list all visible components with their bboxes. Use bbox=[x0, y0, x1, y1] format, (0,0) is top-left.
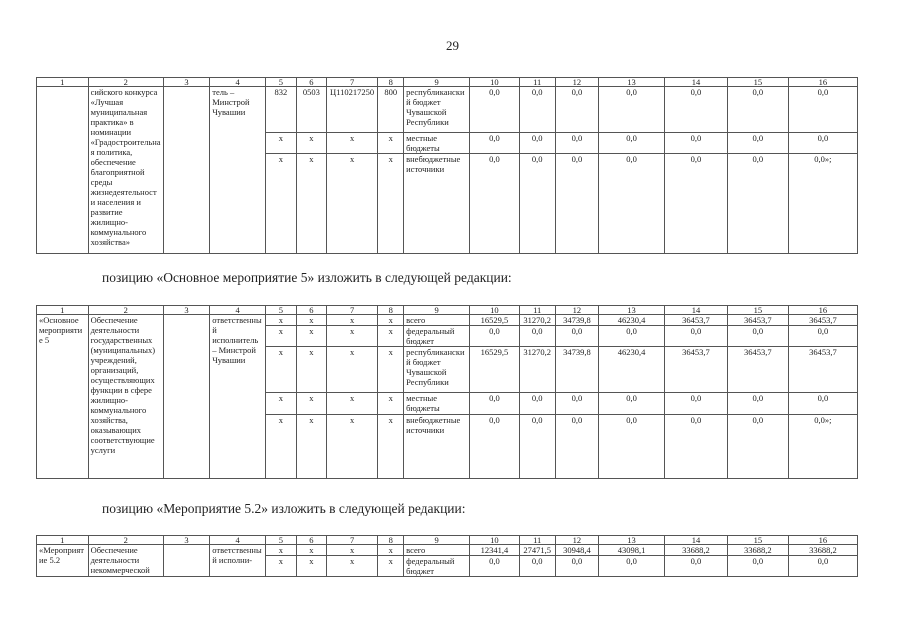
cell-value: 0,0 bbox=[665, 393, 728, 415]
cell-csr: x bbox=[326, 556, 378, 577]
header-cell: 11 bbox=[519, 306, 555, 315]
cell-value: 0,0 bbox=[555, 393, 598, 415]
header-cell: 9 bbox=[404, 306, 470, 315]
header-cell: 8 bbox=[378, 78, 404, 87]
cell-rzpr: x bbox=[296, 315, 326, 326]
header-cell: 13 bbox=[599, 536, 665, 545]
cell-value: 0,0 bbox=[727, 87, 788, 133]
cell-value: 27471,5 bbox=[519, 545, 555, 556]
cell-value: 0,0 bbox=[470, 393, 520, 415]
cell-csr: x bbox=[326, 133, 378, 154]
cell-value: 0,0 bbox=[788, 393, 857, 415]
cell-value: 33688,2 bbox=[727, 545, 788, 556]
header-cell: 12 bbox=[555, 536, 598, 545]
cell-value: 36453,7 bbox=[665, 347, 728, 393]
cell-value: 0,0 bbox=[599, 415, 665, 479]
header-cell: 1 bbox=[37, 536, 89, 545]
header-cell: 6 bbox=[296, 536, 326, 545]
cell-vr: x bbox=[378, 315, 404, 326]
cell-grbs: x bbox=[265, 326, 296, 347]
header-cell: 10 bbox=[470, 536, 520, 545]
cell-rzpr: x bbox=[296, 556, 326, 577]
header-cell: 3 bbox=[163, 536, 209, 545]
header-cell: 6 bbox=[296, 78, 326, 87]
amendment-caption: позицию «Основное мероприятие 5» изложить в следующей редакции: bbox=[102, 270, 512, 285]
cell-source: местные бюджеты bbox=[404, 133, 470, 154]
cell-value: 0,0 bbox=[470, 326, 520, 347]
header-cell: 10 bbox=[470, 306, 520, 315]
amendment-caption: позицию «Мероприятие 5.2» изложить в следующей редакции: bbox=[102, 501, 466, 516]
cell-value: 46230,4 bbox=[599, 315, 665, 326]
budget-table-main-activity-5 bbox=[36, 305, 858, 479]
header-row bbox=[37, 78, 858, 87]
cell-csr: x bbox=[326, 415, 378, 479]
cell-empty bbox=[163, 315, 209, 479]
cell-rzpr: x bbox=[296, 326, 326, 347]
cell-value: 0,0 bbox=[470, 87, 520, 133]
header-cell: 7 bbox=[326, 78, 378, 87]
cell-value: 0,0 bbox=[555, 154, 598, 254]
cell-value: 0,0 bbox=[519, 556, 555, 577]
header-row bbox=[37, 536, 858, 545]
cell-value: 36453,7 bbox=[788, 347, 857, 393]
cell-number bbox=[37, 87, 89, 254]
cell-grbs: x bbox=[265, 556, 296, 577]
cell-value: 0,0 bbox=[470, 556, 520, 577]
cell-vr: x bbox=[378, 326, 404, 347]
cell-source: республиканский бюджет Чувашской Республики bbox=[404, 347, 470, 393]
cell-value: 0,0 bbox=[788, 133, 857, 154]
cell-empty bbox=[163, 545, 209, 577]
cell-value: 0,0 bbox=[727, 326, 788, 347]
header-cell: 14 bbox=[665, 306, 728, 315]
cell-value: 0,0 bbox=[519, 415, 555, 479]
header-cell: 4 bbox=[210, 536, 266, 545]
cell-empty bbox=[163, 87, 209, 254]
cell-value: 46230,4 bbox=[599, 347, 665, 393]
cell-csr: x bbox=[326, 315, 378, 326]
cell-value: 0,0 bbox=[555, 326, 598, 347]
cell-value: 0,0 bbox=[727, 154, 788, 254]
cell-value: 12341,4 bbox=[470, 545, 520, 556]
cell-value: 0,0 bbox=[599, 556, 665, 577]
cell-vr: x bbox=[378, 556, 404, 577]
cell-value: 0,0 bbox=[727, 556, 788, 577]
table-row bbox=[37, 545, 858, 556]
header-cell: 1 bbox=[37, 78, 89, 87]
cell-value: 0,0 bbox=[519, 326, 555, 347]
cell-value: 0,0 bbox=[470, 415, 520, 479]
cell-grbs: x bbox=[265, 415, 296, 479]
header-cell: 16 bbox=[788, 536, 857, 545]
page-number: 29 bbox=[446, 38, 459, 53]
header-cell: 2 bbox=[88, 306, 163, 315]
cell-value: 33688,2 bbox=[788, 545, 857, 556]
cell-grbs: x bbox=[265, 315, 296, 326]
cell-csr: x bbox=[326, 326, 378, 347]
header-cell: 9 bbox=[404, 78, 470, 87]
cell-rzpr: x bbox=[296, 545, 326, 556]
cell-value: 0,0 bbox=[555, 556, 598, 577]
cell-source: республиканский бюджет Чувашской Республики bbox=[404, 87, 470, 133]
cell-grbs: 832 bbox=[265, 87, 296, 133]
header-cell: 16 bbox=[788, 306, 857, 315]
cell-source: внебюджетные источники bbox=[404, 154, 470, 254]
header-cell: 12 bbox=[555, 306, 598, 315]
cell-value: 34739,8 bbox=[555, 347, 598, 393]
cell-vr: x bbox=[378, 154, 404, 254]
cell-grbs: x bbox=[265, 545, 296, 556]
cell-grbs: x bbox=[265, 393, 296, 415]
cell-vr: x bbox=[378, 393, 404, 415]
cell-value: 0,0 bbox=[555, 415, 598, 479]
cell-value: 0,0 bbox=[727, 133, 788, 154]
header-cell: 2 bbox=[88, 536, 163, 545]
cell-value: 31270,2 bbox=[519, 347, 555, 393]
header-cell: 10 bbox=[470, 78, 520, 87]
cell-value: 0,0 bbox=[599, 87, 665, 133]
cell-value: 0,0 bbox=[665, 415, 728, 479]
cell-value: 0,0»; bbox=[788, 415, 857, 479]
header-cell: 7 bbox=[326, 306, 378, 315]
cell-value: 0,0 bbox=[519, 393, 555, 415]
cell-value: 36453,7 bbox=[788, 315, 857, 326]
cell-value: 16529,5 bbox=[470, 347, 520, 393]
cell-source: всего bbox=[404, 545, 470, 556]
cell-rzpr: 0503 bbox=[296, 87, 326, 133]
cell-rzpr: x bbox=[296, 347, 326, 393]
header-cell: 4 bbox=[210, 306, 266, 315]
header-cell: 1 bbox=[37, 306, 89, 315]
cell-vr: x bbox=[378, 545, 404, 556]
header-cell: 4 bbox=[210, 78, 266, 87]
cell-value: 0,0»; bbox=[788, 154, 857, 254]
cell-activity-name: Обеспечение деятельности некоммерческой bbox=[88, 545, 163, 577]
header-cell: 14 bbox=[665, 536, 728, 545]
cell-value: 0,0 bbox=[788, 556, 857, 577]
cell-number: «Мероприятие 5.2 bbox=[37, 545, 89, 577]
cell-source: федеральный бюджет bbox=[404, 326, 470, 347]
header-cell: 13 bbox=[599, 306, 665, 315]
header-cell: 2 bbox=[88, 78, 163, 87]
cell-value: 16529,5 bbox=[470, 315, 520, 326]
header-cell: 7 bbox=[326, 536, 378, 545]
header-cell: 13 bbox=[599, 78, 665, 87]
cell-value: 30948,4 bbox=[555, 545, 598, 556]
cell-grbs: x bbox=[265, 347, 296, 393]
cell-executor: ответственный исполни- bbox=[210, 545, 266, 577]
header-cell: 16 bbox=[788, 78, 857, 87]
cell-value: 0,0 bbox=[727, 393, 788, 415]
header-cell: 11 bbox=[519, 536, 555, 545]
cell-grbs: x bbox=[265, 154, 296, 254]
cell-csr: x bbox=[326, 347, 378, 393]
cell-rzpr: x bbox=[296, 393, 326, 415]
cell-activity-name: сийского конкурса «Лучшая муниципальная практика» в номинации «Градостроительная политика, обеспечение благоприятной среды жизнедеятельности населения и развитие жилищно-коммунального хозяйства» bbox=[88, 87, 163, 254]
cell-rzpr: x bbox=[296, 133, 326, 154]
header-cell: 11 bbox=[519, 78, 555, 87]
cell-number: «Основное мероприятие 5 bbox=[37, 315, 89, 479]
cell-source: внебюджетные источники bbox=[404, 415, 470, 479]
cell-value: 0,0 bbox=[599, 154, 665, 254]
cell-value: 31270,2 bbox=[519, 315, 555, 326]
header-cell: 6 bbox=[296, 306, 326, 315]
cell-value: 0,0 bbox=[519, 87, 555, 133]
cell-vr: x bbox=[378, 347, 404, 393]
cell-value: 33688,2 bbox=[665, 545, 728, 556]
cell-value: 0,0 bbox=[519, 133, 555, 154]
cell-source: федеральный бюджет bbox=[404, 556, 470, 577]
cell-value: 0,0 bbox=[555, 133, 598, 154]
cell-value: 0,0 bbox=[470, 154, 520, 254]
cell-grbs: x bbox=[265, 133, 296, 154]
cell-vr: 800 bbox=[378, 87, 404, 133]
cell-value: 0,0 bbox=[727, 415, 788, 479]
cell-value: 0,0 bbox=[788, 87, 857, 133]
cell-value: 36453,7 bbox=[665, 315, 728, 326]
header-cell: 9 bbox=[404, 536, 470, 545]
cell-csr: Ц110217250 bbox=[326, 87, 378, 133]
cell-value: 0,0 bbox=[665, 133, 728, 154]
header-cell: 14 bbox=[665, 78, 728, 87]
header-cell: 3 bbox=[163, 78, 209, 87]
header-cell: 15 bbox=[727, 78, 788, 87]
cell-activity-name: Обеспечение деятельности государственных (муниципальных) учреждений, организаций, осуществляющих функции в сфере жилищно-коммунального хозяйства, оказывающих соответствующие услуги bbox=[88, 315, 163, 479]
header-row bbox=[37, 306, 858, 315]
header-cell: 8 bbox=[378, 306, 404, 315]
cell-rzpr: x bbox=[296, 154, 326, 254]
cell-rzpr: x bbox=[296, 415, 326, 479]
cell-value: 0,0 bbox=[665, 556, 728, 577]
cell-value: 0,0 bbox=[519, 154, 555, 254]
header-cell: 15 bbox=[727, 536, 788, 545]
cell-source: всего bbox=[404, 315, 470, 326]
cell-value: 43098,1 bbox=[599, 545, 665, 556]
header-cell: 5 bbox=[265, 536, 296, 545]
header-cell: 5 bbox=[265, 306, 296, 315]
cell-value: 34739,8 bbox=[555, 315, 598, 326]
header-cell: 3 bbox=[163, 306, 209, 315]
cell-value: 0,0 bbox=[599, 326, 665, 347]
cell-value: 0,0 bbox=[788, 326, 857, 347]
header-cell: 15 bbox=[727, 306, 788, 315]
cell-value: 0,0 bbox=[665, 154, 728, 254]
header-cell: 5 bbox=[265, 78, 296, 87]
cell-source: местные бюджеты bbox=[404, 393, 470, 415]
header-cell: 12 bbox=[555, 78, 598, 87]
cell-value: 0,0 bbox=[665, 87, 728, 133]
header-cell: 8 bbox=[378, 536, 404, 545]
cell-value: 36453,7 bbox=[727, 315, 788, 326]
cell-value: 0,0 bbox=[555, 87, 598, 133]
cell-executor: ответственный исполнитель – Минстрой Чувашии bbox=[210, 315, 266, 479]
cell-value: 0,0 bbox=[665, 326, 728, 347]
cell-vr: x bbox=[378, 415, 404, 479]
cell-value: 0,0 bbox=[599, 393, 665, 415]
cell-value: 0,0 bbox=[470, 133, 520, 154]
cell-executor: тель – Минстрой Чувашии bbox=[210, 87, 266, 254]
cell-csr: x bbox=[326, 393, 378, 415]
cell-vr: x bbox=[378, 133, 404, 154]
table-row bbox=[37, 87, 858, 133]
cell-value: 36453,7 bbox=[727, 347, 788, 393]
cell-value: 0,0 bbox=[599, 133, 665, 154]
table-row bbox=[37, 315, 858, 326]
budget-table-continuation bbox=[36, 77, 858, 254]
cell-csr: x bbox=[326, 154, 378, 254]
budget-table-activity-5-2 bbox=[36, 535, 858, 577]
cell-csr: x bbox=[326, 545, 378, 556]
